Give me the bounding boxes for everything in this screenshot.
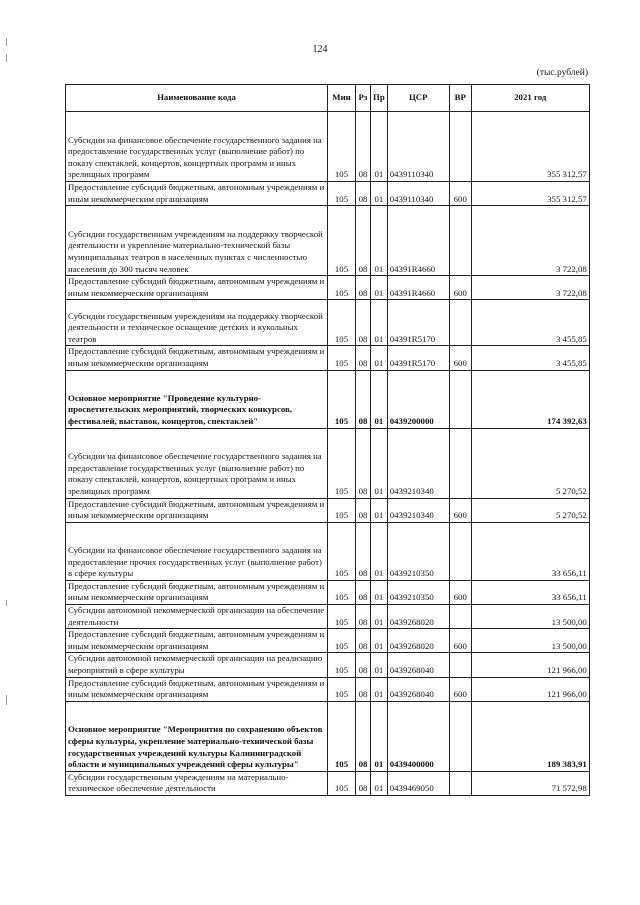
cell-min: 105 <box>328 112 356 182</box>
cell-csr: 0439210340 <box>387 498 449 522</box>
cell-name: Субсидии автономной некоммерческой организации на реализацию мероприятий в сфере культуры <box>66 653 328 677</box>
cell-name: Предоставление субсидий бюджетным, автономным учреждениям и иным некоммерческим организациям <box>66 346 328 370</box>
cell-pr: 01 <box>371 182 388 206</box>
cell-csr: 0439210350 <box>387 522 449 580</box>
cell-vr <box>449 771 471 795</box>
cell-pr: 01 <box>371 498 388 522</box>
cell-amount: 71 572,98 <box>471 771 589 795</box>
cell-vr: 600 <box>449 182 471 206</box>
cell-rz: 08 <box>356 629 371 653</box>
cell-name: Предоставление субсидий бюджетным, автономным учреждениям и иным некоммерческим организациям <box>66 276 328 300</box>
header-pr: Пр <box>371 85 388 112</box>
cell-vr <box>449 370 471 428</box>
header-vr: ВР <box>449 85 471 112</box>
table-row <box>66 182 590 206</box>
cell-amount: 3 722,08 <box>471 206 589 276</box>
cell-vr <box>449 206 471 276</box>
cell-amount: 3 455,85 <box>471 346 589 370</box>
table-row <box>66 300 590 346</box>
cell-min: 105 <box>328 300 356 346</box>
cell-rz: 08 <box>356 677 371 701</box>
table-row <box>66 522 590 580</box>
cell-pr: 01 <box>371 370 388 428</box>
cell-name: Предоставление субсидий бюджетным, автономным учреждениям и иным некоммерческим организациям <box>66 677 328 701</box>
units-label: (тыс.рублей) <box>536 68 588 78</box>
cell-vr: 600 <box>449 629 471 653</box>
cell-amount: 13 500,00 <box>471 629 589 653</box>
cell-amount: 189 383,91 <box>471 701 589 771</box>
cell-csr: 0439268020 <box>387 629 449 653</box>
cell-pr: 01 <box>371 112 388 182</box>
cell-name: Предоставление субсидий бюджетным, автономным учреждениям и иным некоммерческим организациям <box>66 580 328 604</box>
cell-min: 105 <box>328 701 356 771</box>
cell-min: 105 <box>328 206 356 276</box>
cell-name: Субсидии автономной некоммерческой организации на обеспечение деятельности <box>66 604 328 628</box>
cell-min: 105 <box>328 604 356 628</box>
cell-vr: 600 <box>449 276 471 300</box>
cell-csr: 0439110340 <box>387 112 449 182</box>
table-row <box>66 580 590 604</box>
page-number: 124 <box>312 44 328 55</box>
cell-csr: 0439469050 <box>387 771 449 795</box>
cell-vr <box>449 522 471 580</box>
cell-min: 105 <box>328 580 356 604</box>
cell-min: 105 <box>328 346 356 370</box>
cell-csr: 0439268040 <box>387 677 449 701</box>
cell-pr: 01 <box>371 580 388 604</box>
cell-min: 105 <box>328 653 356 677</box>
table-row <box>66 498 590 522</box>
table-header-row <box>66 85 590 112</box>
cell-name: Субсидии на финансовое обеспечение государственного задания на предоставление прочих государственных услуг (выполнение работ) в сфере культуры <box>66 522 328 580</box>
cell-rz: 08 <box>356 300 371 346</box>
cell-rz: 08 <box>356 346 371 370</box>
table-row <box>66 677 590 701</box>
cell-csr: 04391R5170 <box>387 300 449 346</box>
cell-min: 105 <box>328 771 356 795</box>
table-row <box>66 428 590 498</box>
cell-pr: 01 <box>371 276 388 300</box>
scan-edge-mark <box>6 695 7 705</box>
cell-min: 105 <box>328 276 356 300</box>
cell-name: Основное мероприятие "Мероприятия по сохранению объектов сферы культуры, укрепление материально-технической базы государственных учреждений культуры Калининградской области и муниципальных учреждений сферы культуры" <box>66 701 328 771</box>
header-rz: Рз <box>356 85 371 112</box>
cell-pr: 01 <box>371 629 388 653</box>
cell-rz: 08 <box>356 653 371 677</box>
cell-pr: 01 <box>371 300 388 346</box>
cell-pr: 01 <box>371 653 388 677</box>
cell-csr: 04391R5170 <box>387 346 449 370</box>
cell-csr: 0439268040 <box>387 653 449 677</box>
cell-rz: 08 <box>356 182 371 206</box>
cell-min: 105 <box>328 370 356 428</box>
cell-amount: 5 270,52 <box>471 428 589 498</box>
table-row <box>66 701 590 771</box>
cell-csr: 0439210350 <box>387 580 449 604</box>
table-row <box>66 346 590 370</box>
cell-pr: 01 <box>371 206 388 276</box>
cell-pr: 01 <box>371 428 388 498</box>
header-name: Наименование кода <box>66 85 328 112</box>
cell-min: 105 <box>328 677 356 701</box>
table-row <box>66 206 590 276</box>
cell-vr <box>449 604 471 628</box>
cell-amount: 121 966,00 <box>471 677 589 701</box>
cell-name: Субсидии государственным учреждениям на материально-техническое обеспечение деятельности <box>66 771 328 795</box>
cell-min: 105 <box>328 629 356 653</box>
table-row <box>66 112 590 182</box>
cell-pr: 01 <box>371 604 388 628</box>
header-csr: ЦСР <box>387 85 449 112</box>
table-row <box>66 370 590 428</box>
table-row <box>66 276 590 300</box>
cell-name: Субсидии государственным учреждениям на поддержку творческой деятельности и укрепление материально-технической базы муниципальных театров в населенных пунктах с численностью населения до 300 тысяч человек <box>66 206 328 276</box>
scan-edge-mark <box>6 54 7 62</box>
cell-name: Субсидии на финансовое обеспечение государственного задания на предоставление государственных услуг (выполнение работ) по показу спектаклей, концертов, концертных программ и иных зрелищных программ <box>66 428 328 498</box>
cell-amount: 355 312,57 <box>471 182 589 206</box>
header-year: 2021 год <box>471 85 589 112</box>
cell-name: Основное мероприятие "Проведение культурно-просветительских мероприятий, творческих конкурсов, фестивалей, выставок, концертов, спектаклей" <box>66 370 328 428</box>
cell-rz: 08 <box>356 604 371 628</box>
table-row <box>66 604 590 628</box>
cell-amount: 174 392,63 <box>471 370 589 428</box>
scan-edge-mark <box>6 600 7 606</box>
table-row <box>66 629 590 653</box>
cell-amount: 13 500,00 <box>471 604 589 628</box>
cell-csr: 0439200000 <box>387 370 449 428</box>
cell-pr: 01 <box>371 771 388 795</box>
cell-amount: 3 455,85 <box>471 300 589 346</box>
cell-pr: 01 <box>371 701 388 771</box>
cell-min: 105 <box>328 522 356 580</box>
cell-csr: 0439110340 <box>387 182 449 206</box>
cell-rz: 08 <box>356 206 371 276</box>
cell-vr: 600 <box>449 580 471 604</box>
cell-csr: 04391R4660 <box>387 206 449 276</box>
cell-rz: 08 <box>356 112 371 182</box>
cell-rz: 08 <box>356 428 371 498</box>
cell-name: Предоставление субсидий бюджетным, автономным учреждениям и иным некоммерческим организациям <box>66 498 328 522</box>
cell-amount: 33 656,11 <box>471 580 589 604</box>
cell-amount: 3 722,08 <box>471 276 589 300</box>
cell-vr <box>449 428 471 498</box>
cell-vr <box>449 701 471 771</box>
cell-min: 105 <box>328 498 356 522</box>
cell-vr <box>449 112 471 182</box>
cell-pr: 01 <box>371 677 388 701</box>
budget-table <box>65 84 590 796</box>
cell-amount: 355 312,57 <box>471 112 589 182</box>
cell-amount: 33 656,11 <box>471 522 589 580</box>
cell-vr: 600 <box>449 498 471 522</box>
cell-min: 105 <box>328 182 356 206</box>
header-min: Мин <box>328 85 356 112</box>
cell-vr <box>449 653 471 677</box>
cell-min: 105 <box>328 428 356 498</box>
cell-csr: 0439400000 <box>387 701 449 771</box>
table-row <box>66 771 590 795</box>
cell-pr: 01 <box>371 522 388 580</box>
cell-rz: 08 <box>356 276 371 300</box>
cell-rz: 08 <box>356 771 371 795</box>
cell-name: Субсидии государственным учреждениям на поддержку творческой деятельности и техническое оснащение детских и кукольных театров <box>66 300 328 346</box>
cell-amount: 121 966,00 <box>471 653 589 677</box>
cell-name: Предоставление субсидий бюджетным, автономным учреждениям и иным некоммерческим организациям <box>66 629 328 653</box>
cell-name: Предоставление субсидий бюджетным, автономным учреждениям и иным некоммерческим организациям <box>66 182 328 206</box>
cell-pr: 01 <box>371 346 388 370</box>
cell-rz: 08 <box>356 370 371 428</box>
cell-rz: 08 <box>356 522 371 580</box>
cell-rz: 08 <box>356 580 371 604</box>
cell-vr: 600 <box>449 346 471 370</box>
cell-rz: 08 <box>356 701 371 771</box>
cell-csr: 04391R4660 <box>387 276 449 300</box>
cell-amount: 5 270,52 <box>471 498 589 522</box>
cell-vr: 600 <box>449 677 471 701</box>
cell-csr: 0439268020 <box>387 604 449 628</box>
table-row <box>66 653 590 677</box>
cell-csr: 0439210340 <box>387 428 449 498</box>
cell-name: Субсидии на финансовое обеспечение государственного задания на предоставление государственных услуг (выполнение работ) по показу спектаклей, концертов, концертных программ и иных зрелищных программ <box>66 112 328 182</box>
cell-rz: 08 <box>356 498 371 522</box>
cell-vr <box>449 300 471 346</box>
